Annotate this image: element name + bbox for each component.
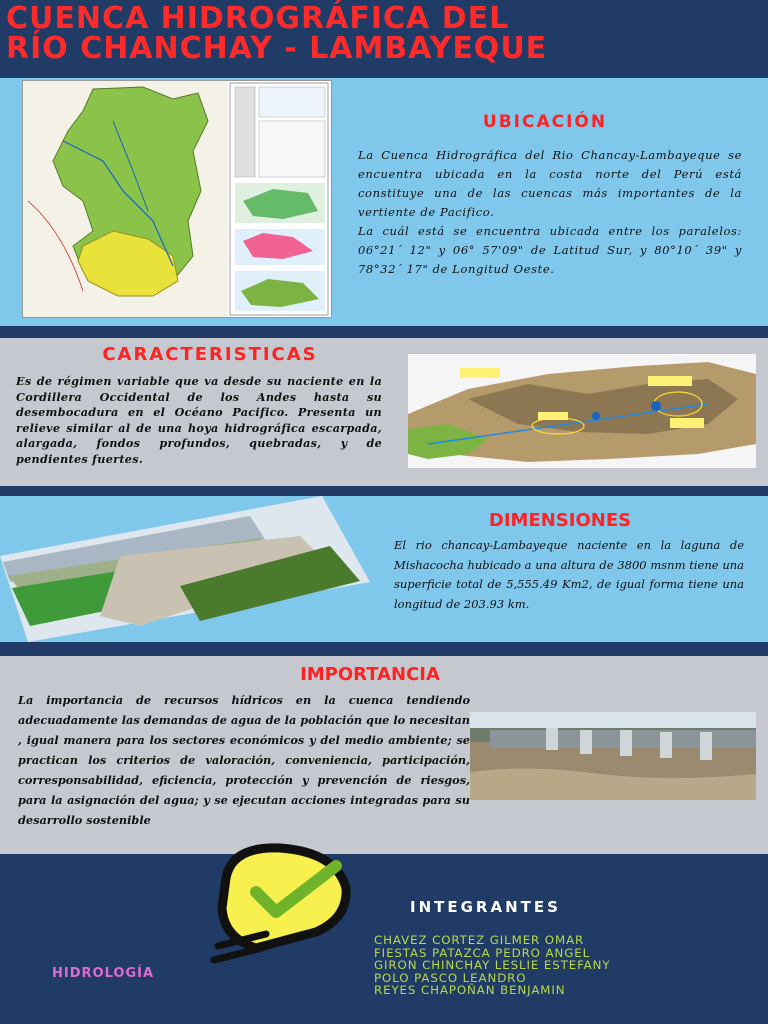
importancia-text: La importancia de recursos hídricos en la cuenca tendiendo adecuadamente las demandas de agua de la población que lo necesitan , igual manera para los sectores económicos y del medio ambiente; se practican los criterios de valoración, conveniencia, participación, corresponsabilidad, eficiencia, protección y prevención de riesgos, para la asignación del agua; y se ejecutan acciones integradas para su desarrollo sostenible [18,693,470,827]
caracteristicas-text: Es de régimen variable que va desde su naciente en la Cordillera Occidental de los Andes hasta su desembocadura en el Océano Pacifico. Presenta un relieve similar al de una hoya hidrográfica escarpada, alargada, fondos profundos, quebradas, y de pendientes fuertes. [16,374,382,466]
ubicacion-heading: UBICACIÓN [482,112,608,132]
river-photo [0,496,370,642]
course-label: HIDROLOGÍA [52,966,155,981]
lightbulb-check-icon [196,838,368,968]
location-map-image [22,80,332,318]
dimensiones-heading: DIMENSIONES [488,510,632,531]
members-list [374,934,764,997]
ubicacion-paragraph-2: La cuál está se encuentra ubicada entre los paralelos: 06°21´ 12" y 06° 57'09" de Latitud Sur, y 80°10´ 39" y 78°32´ 17" de Longitud Oeste. [358,224,742,276]
member-name: GIRON CHINCHAY LESLIE ESTEFANY [374,958,611,973]
dam-photo [470,712,756,800]
ubicacion-paragraph-1: La Cuenca Hidrográfica del Rio Chancay-Lambayeque se encuentra ubicada en la costa norte del Perú está constituye una de las cuencas más importantes de la vertiente de Pacifico. [358,148,742,219]
title-line-1: CUENCA HIDROGRÁFICA DEL [6,1,510,36]
importancia-heading: IMPORTANCIA [300,664,440,685]
ubicacion-text [358,146,742,279]
poster-title [6,1,766,66]
relief-map-image [408,354,756,468]
dimensiones-text: El rio chancay-Lambayeque naciente en la laguna de Mishacocha hubicado a una altura de 3800 msnm tiene una superficie total de 5,555.49 Km2, de igual forma tiene una longitud de 203.93 km. [394,538,744,611]
member-name: FIESTAS PATAZCA PEDRO ANGEL [374,945,591,960]
member-name: POLO PASCO LEANDRO [374,970,527,985]
integrantes-heading: INTEGRANTES [410,898,561,916]
caracteristicas-heading: CARACTERISTICAS [102,344,318,365]
member-name: CHAVEZ CORTEZ GILMER OMAR [374,933,585,947]
title-line-2: RÍO CHANCHAY - LAMBAYEQUE [6,31,548,66]
member-name: REYES CHAPOÑAN BENJAMIN [374,983,566,998]
